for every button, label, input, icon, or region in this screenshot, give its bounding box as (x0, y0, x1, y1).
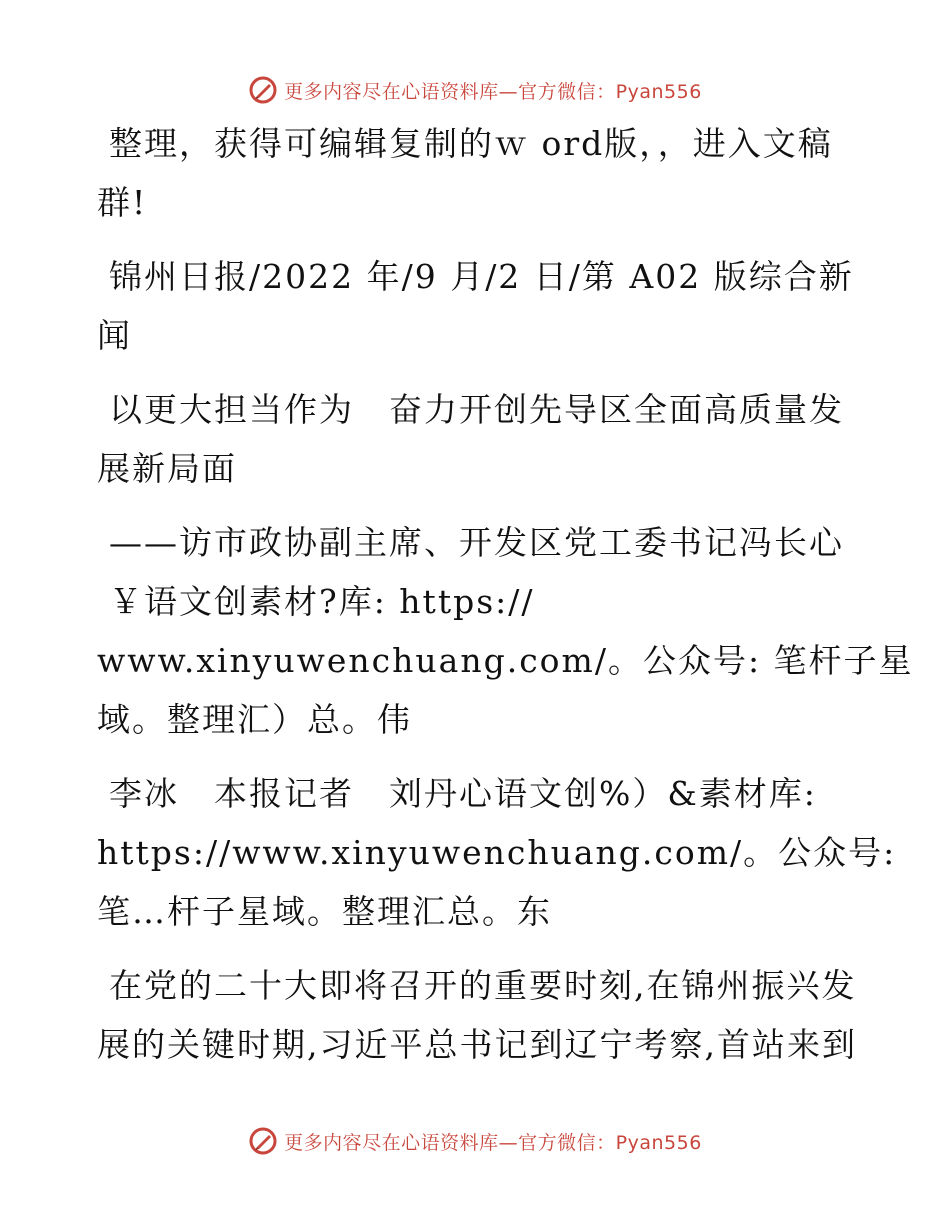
text-line: 整理，获得可编辑复制的ｗ ord版，，进入文稿 (109, 124, 833, 163)
header-banner (0, 70, 950, 110)
quill-pen-circle-icon (248, 1126, 278, 1156)
footer-banner (0, 1121, 950, 1161)
text-line: 群! (97, 183, 148, 222)
text-line: ——访市政协副主席、开发区党工委书记冯长心 (109, 523, 844, 562)
text-line: 以更大担当作为 奋力开创先导区全面高质量发 (109, 390, 844, 429)
paragraph-byline (97, 764, 897, 941)
paragraph-subheadline (97, 513, 914, 749)
header-banner-text: 更多内容尽在心语资料库—官方微信：Pyan556 (284, 80, 702, 103)
document-body (97, 114, 914, 1089)
text-line: https://www.xinyuwenchuang.com/。公众号: (97, 833, 897, 872)
quill-pen-circle-icon (248, 75, 278, 105)
text-line: 展新局面 (97, 449, 237, 488)
text-line: www.xinyuwenchuang.com/。公众号: 笔杆子星 (97, 641, 914, 680)
text-line: ￥语文创素材?库: https:// (109, 582, 535, 621)
text-line: 在党的二十大即将召开的重要时刻,在锦州振兴发 (109, 966, 857, 1005)
paragraph-intro (97, 114, 857, 232)
text-line: 李冰 本报记者 刘丹心语文创%）&素材库: (109, 774, 817, 813)
text-line: 笔…杆子星域。整理汇总。东 (97, 892, 552, 931)
text-line: 闻 (97, 316, 132, 355)
footer-banner-text: 更多内容尽在心语资料库—官方微信：Pyan556 (284, 1131, 702, 1154)
text-line: 域。整理汇）总。伟 (97, 700, 412, 739)
paragraph-body (97, 956, 857, 1074)
text-line: 锦州日报/2022 年/9 月/2 日/第 A02 版综合新 (109, 257, 854, 296)
paragraph-source (97, 247, 857, 365)
paragraph-headline (97, 380, 857, 498)
text-line: 展的关键时期,习近平总书记到辽宁考察,首站来到 (97, 1025, 857, 1064)
